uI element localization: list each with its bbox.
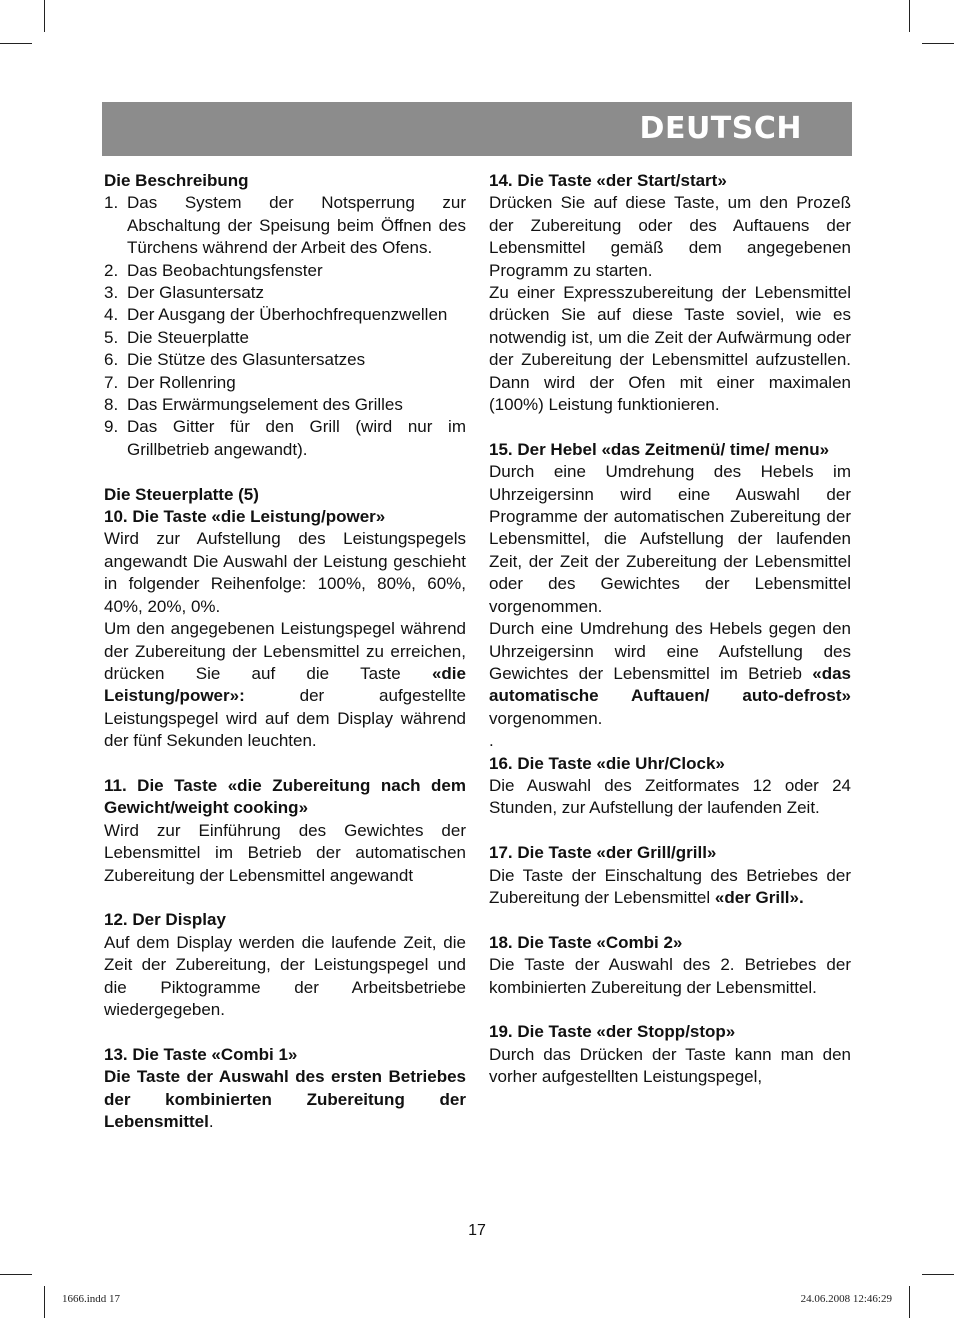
section-16-paragraph: Die Auswahl des Zeitformates 12 oder 24 Stunden, zur Aufstellung der laufenden Zeit. xyxy=(489,775,851,818)
crop-mark xyxy=(0,43,32,44)
crop-mark xyxy=(44,1286,45,1318)
section-17-heading: 17. Die Taste «der Grill/grill» xyxy=(489,843,717,863)
section-12-heading: 12. Der Display xyxy=(104,910,226,930)
section-19-paragraph: Durch das Drücken der Taste kann man den vorher aufgestellten Leistungspegel, xyxy=(489,1044,851,1087)
list-item: 7. Der Rollenring xyxy=(104,372,236,392)
section-19-heading: 19. Die Taste «der Stopp/stop» xyxy=(489,1022,736,1042)
section-15-heading: 15. Der Hebel «das Zeitmenü/ time/ menu» xyxy=(489,439,830,459)
list-item: 6. Die Stütze des Glasuntersatzes xyxy=(104,350,366,370)
section-17-paragraph: Die Taste der Einschaltung des Betriebes der Zubereitung der Lebensmittel «der Grill». xyxy=(489,865,851,907)
language-title: DEUTSCH xyxy=(639,111,802,146)
list-item: 9. Das Gitter für den Grill (wird nur im Grillbetrieb angewandt). xyxy=(104,417,466,459)
crop-mark xyxy=(909,1286,910,1318)
section-10-heading: 10. Die Taste «die Leistung/power» xyxy=(104,507,386,527)
footer-timestamp: 24.06.2008 12:46:29 xyxy=(800,1293,892,1305)
description-heading: Die Beschreibung xyxy=(104,171,249,190)
crop-mark xyxy=(909,0,910,32)
list-item: 4. Der Ausgang der Überhochfrequenzwellen xyxy=(104,305,448,325)
description-list xyxy=(104,192,466,461)
section-11-paragraph: Wird zur Einführung des Gewichtes der Lebensmittel im Betrieb der automatischen Zubereitung der Lebensmittel angewandt xyxy=(104,820,466,885)
list-item: 1. Das System der Notsperrung zur Abschaltung der Speisung beim Öffnen des Türchens während der Arbeit des Ofens. xyxy=(104,193,466,258)
crop-mark xyxy=(922,1274,954,1275)
crop-mark xyxy=(0,1274,32,1275)
list-item: 3. Der Glasuntersatz xyxy=(104,283,264,303)
section-11-heading: 11. Die Taste «die Zubereitung nach dem Gewicht/weight cooking» xyxy=(104,775,466,818)
language-header-bar xyxy=(102,102,852,156)
list-item: 2. Das Beobachtungsfenster xyxy=(104,260,323,280)
section-18-paragraph: Die Taste der Auswahl des 2. Betriebes der kombinierten Zubereitung der Lebensmittel. xyxy=(489,955,851,997)
list-item: 8. Das Erwärmungselement des Grilles xyxy=(104,395,403,415)
section-18-heading: 18. Die Taste «Combi 2» xyxy=(489,932,683,952)
section-15-paragraph: Durch eine Umdrehung des Hebels im Uhrzeigersinn wird eine Auswahl der Programme der automatischen Zubereitung der Lebensmittel, die Aufstellung der laufenden Zeit, der Zeit der Zubereitung der Lebensmittel oder des Gewichtes der Lebensmittel vorgenommen. xyxy=(489,462,851,616)
page-number: 17 xyxy=(468,1222,486,1239)
left-column xyxy=(104,170,466,1133)
stray-dot: . xyxy=(489,731,494,751)
section-14-paragraph: Drücken Sie auf diese Taste, um den Prozeß der Zubereitung oder des Auftauens der Lebensmittel gemäß dem angegebenen Programm zu starten. xyxy=(489,193,851,280)
section-13-heading: 13. Die Taste «Combi 1» xyxy=(104,1044,298,1064)
section-10-paragraph-2: Um den angegebenen Leistungspegel während der Zubereitung der Lebensmittel zu erreichen, drücken Sie auf die Taste «die Leistung/power»: der aufgestellte Leistungspegel wird auf dem Display während der fünf Sekunden leuchten. xyxy=(104,619,466,751)
crop-mark xyxy=(44,0,45,32)
section-14-heading: 14. Die Taste «der Start/start» xyxy=(489,171,727,190)
list-item: 5. Die Steuerplatte xyxy=(104,327,249,347)
section-16-heading: 16. Die Taste «die Uhr/Clock» xyxy=(489,753,725,773)
right-column xyxy=(489,170,851,1089)
section-12-paragraph: Auf dem Display werden die laufende Zeit, die Zeit der Zubereitung, der Leistungspegel und die Piktogramme der Arbeitsbetriebe wiedergegeben. xyxy=(104,932,466,1019)
control-panel-heading: Die Steuerplatte (5) xyxy=(104,484,259,504)
section-14-paragraph-2: Zu einer Expresszubereitung der Lebensmittel drücken Sie auf diese Taste soviel, wie es notwendig ist, um die Zeit der Aufwärmung oder der Zubereitung der Lebensmittel aufzustellen. Dann wird der Ofen mit einer maximalen (100%) Leistung funktionieren. xyxy=(489,283,851,415)
footer-file-label: 1666.indd 17 xyxy=(62,1293,121,1305)
section-15-paragraph-2: Durch eine Umdrehung des Hebels gegen den Uhrzeigersinn wird eine Aufstellung des Gewichtes der Lebensmittel im Betrieb «das automatische Auftauen/ auto-defrost» vorgenommen. xyxy=(489,619,851,728)
section-13-paragraph: Die Taste der Auswahl des ersten Betriebes der kombinierten Zubereitung der Lebensmittel. xyxy=(104,1067,466,1131)
crop-mark xyxy=(922,43,954,44)
section-10-paragraph: Wird zur Aufstellung des Leistungspegels angewandt Die Auswahl der Leistung geschieht in folgender Reihenfolge: 100%, 80%, 60%, 40%, 20%, 0%. xyxy=(104,529,466,616)
